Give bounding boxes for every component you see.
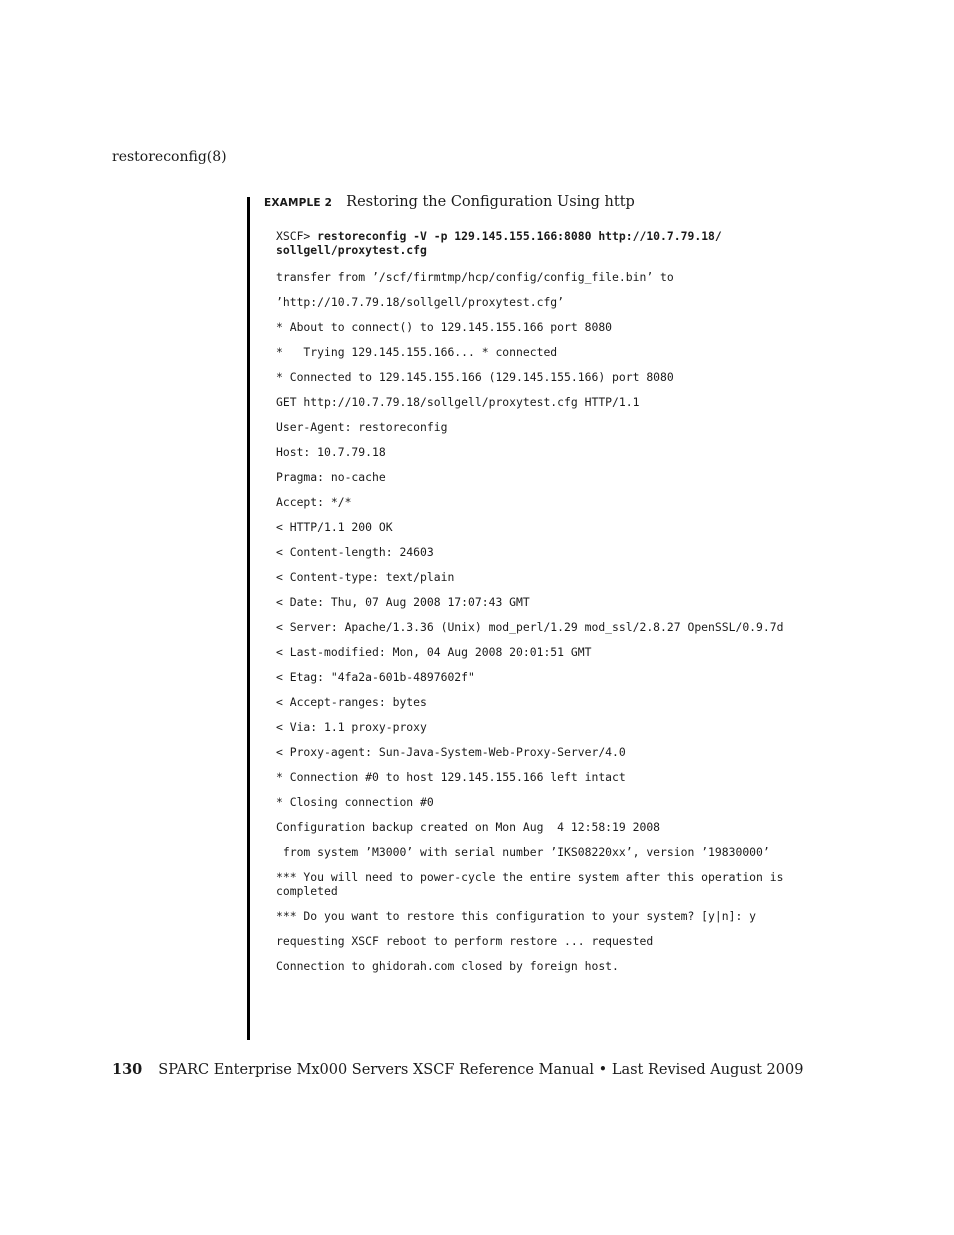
change-bar (247, 197, 250, 1040)
output-line: Connection to ghidorah.com closed by foreign host. (276, 959, 619, 973)
output-line: < Etag: "4fa2a-601b-4897602f" (276, 670, 475, 684)
output-line: * Connected to 129.145.155.166 (129.145.155.166) port 8080 (276, 370, 674, 384)
output-line: * Trying 129.145.155.166... * connected (276, 345, 558, 359)
output-line: < HTTP/1.1 200 OK (276, 520, 393, 534)
command-prompt: XSCF> (276, 229, 318, 243)
output-line: < Last-modified: Mon, 04 Aug 2008 20:01:51 GMT (276, 645, 592, 659)
output-line: Accept: */* (276, 495, 352, 509)
example-title: Restoring the Configuration Using http (346, 194, 635, 210)
output-line: User-Agent: restoreconfig (276, 420, 448, 434)
output-line: transfer from ’/scf/firmtmp/hcp/config/config_file.bin’ to (276, 270, 674, 284)
page-footer (112, 1061, 803, 1078)
output-line: requesting XSCF reboot to perform restore ... requested (276, 934, 654, 948)
output-line: from system ’M3000’ with serial number ’IKS08220xx’, version ’19830000’ (276, 845, 770, 859)
output-line: * Closing connection #0 (276, 795, 434, 809)
output-line: Configuration backup created on Mon Aug 4 12:58:19 2008 (276, 820, 661, 834)
page-number: 130 (112, 1061, 143, 1078)
output-line: Host: 10.7.79.18 (276, 445, 386, 459)
command-output (276, 270, 836, 973)
command-text: restoreconfig -V -p 129.145.155.166:8080 http://10.7.79.18/ sollgell/proxytest.cfg (276, 229, 729, 257)
output-line: *** Do you want to restore this configuration to your system? [y|n]: y (276, 909, 757, 923)
output-line: * About to connect() to 129.145.155.166 port 8080 (276, 320, 613, 334)
command-line (276, 229, 836, 257)
output-line: *** You will need to power-cycle the entire system after this operation is completed (276, 870, 791, 898)
output-line: < Content-type: text/plain (276, 570, 455, 584)
output-line: < Date: Thu, 07 Aug 2008 17:07:43 GMT (276, 595, 530, 609)
output-line: GET http://10.7.79.18/sollgell/proxytest.cfg HTTP/1.1 (276, 395, 640, 409)
output-line: < Accept-ranges: bytes (276, 695, 427, 709)
output-line: ’http://10.7.79.18/sollgell/proxytest.cfg’ (276, 295, 565, 309)
footer-text: SPARC Enterprise Mx000 Servers XSCF Reference Manual • Last Revised August 2009 (158, 1062, 804, 1078)
example-label: EXAMPLE 2 (264, 197, 333, 209)
output-line: < Proxy-agent: Sun-Java-System-Web-Proxy-Server/4.0 (276, 745, 626, 759)
output-line: < Via: 1.1 proxy-proxy (276, 720, 427, 734)
output-line: * Connection #0 to host 129.145.155.166 left intact (276, 770, 626, 784)
output-line: < Server: Apache/1.3.36 (Unix) mod_perl/1.29 mod_ssl/2.8.27 OpenSSL/0.9.7d (276, 620, 784, 634)
output-line: < Content-length: 24603 (276, 545, 434, 559)
running-head: restoreconfig(8) (112, 149, 227, 165)
output-line: Pragma: no-cache (276, 470, 386, 484)
example-heading (264, 191, 635, 210)
code-block (276, 229, 836, 984)
